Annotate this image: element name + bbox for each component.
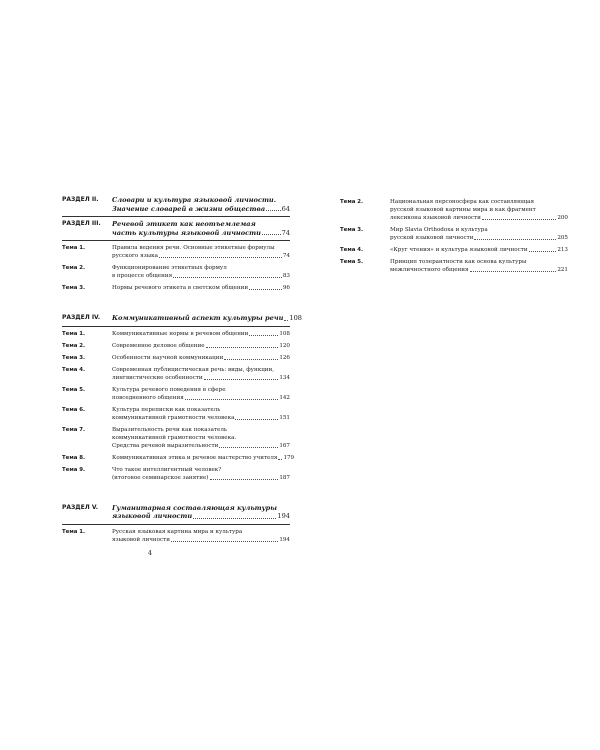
section-gap <box>62 296 290 314</box>
title-text: Современное деловое общение <box>112 342 205 349</box>
toc-entry <box>62 354 290 362</box>
dot-leader <box>470 266 557 272</box>
title-line <box>112 536 290 544</box>
title-line <box>112 252 290 260</box>
toc-section <box>62 314 302 327</box>
page-ref: 108 <box>289 314 302 322</box>
dot-leader <box>235 414 278 420</box>
title-text: Коммуникативный аспект культуры речи <box>112 314 284 322</box>
dot-leader <box>159 252 282 258</box>
title-line <box>112 342 290 350</box>
title-line <box>390 206 568 214</box>
dot-leader <box>249 330 278 336</box>
page-ref: 205 <box>557 235 568 241</box>
entry-title <box>112 284 290 292</box>
topic-label: Тема 2. <box>62 265 86 271</box>
title-line <box>112 466 290 474</box>
title-text: повседневного общения <box>112 394 184 401</box>
page-ref: 74 <box>282 253 290 259</box>
toc-entry <box>62 454 295 462</box>
toc-entry <box>62 528 290 544</box>
topic-label: Тема 1. <box>62 330 86 337</box>
title-line <box>390 258 568 266</box>
page-ref: 200 <box>557 215 568 221</box>
topic-label: Тема 2. <box>340 199 364 205</box>
title-text: «Круг чтения» и культура языковой личности <box>390 247 528 253</box>
title-line <box>112 196 290 205</box>
page-ref: 167 <box>279 442 290 449</box>
title-text: коммуникативной грамотности человека. <box>112 434 237 441</box>
title-line <box>390 234 568 242</box>
right-page-toc <box>340 196 568 278</box>
title-line <box>112 394 290 402</box>
title-text: Русская языковая картина мира и культура <box>112 528 243 535</box>
topic-label: Тема 8. <box>62 454 86 461</box>
title-line <box>112 386 290 394</box>
title-text: часть культуры языковой личности <box>112 228 261 237</box>
toc-entry <box>62 330 290 338</box>
topic-label: Тема 3. <box>62 285 86 291</box>
entry-title <box>112 466 290 482</box>
title-line <box>390 246 568 254</box>
topic-label: Тема 9. <box>62 466 86 473</box>
dot-leader <box>173 272 282 278</box>
entry-title <box>112 314 302 323</box>
title-text: Выразительность речи как показатель <box>112 426 227 433</box>
toc-entry <box>62 342 290 350</box>
title-text: лингвистические особенности <box>112 374 203 381</box>
title-line <box>112 314 302 323</box>
page-ref: 187 <box>279 474 290 481</box>
title-text: языковой личности <box>112 536 170 543</box>
section-label: РАЗДЕЛ III. <box>62 220 101 227</box>
entry-title <box>112 528 290 544</box>
entry-title <box>390 246 568 254</box>
topic-label: Тема 4. <box>340 247 364 253</box>
title-text: Коммуникативные нормы в речевом общении <box>112 330 249 337</box>
title-line <box>112 512 290 521</box>
topic-label: Тема 6. <box>62 406 86 413</box>
section-label: РАЗДЕЛ IV. <box>62 314 101 321</box>
page-ref: 96 <box>282 285 290 291</box>
toc-section <box>62 504 290 525</box>
title-text: русского языка <box>112 253 158 259</box>
left-page-toc <box>62 196 302 548</box>
topic-label: Тема 1. <box>62 528 86 535</box>
topic-label: Тема 1. <box>62 245 86 251</box>
topic-label: Тема 5. <box>62 386 86 393</box>
topic-label: Тема 3. <box>340 227 364 233</box>
entry-title <box>390 226 568 242</box>
entry-title <box>390 198 568 222</box>
section-label: РАЗДЕЛ V. <box>62 503 98 511</box>
title-text: Значение словарей в жизни общества <box>112 204 266 213</box>
dot-leader <box>474 234 556 240</box>
entry-title <box>112 342 290 350</box>
entry-title <box>112 366 290 382</box>
title-text: Средства речевой выразительности <box>112 442 219 449</box>
page-ref: 179 <box>283 454 295 461</box>
title-text: языковой личности <box>112 512 193 520</box>
entry-title <box>112 504 290 521</box>
entry-title <box>112 354 290 362</box>
toc-entry <box>62 386 290 402</box>
toc-entry <box>62 244 290 260</box>
topic-label: Тема 4. <box>62 366 86 373</box>
title-line <box>112 414 290 422</box>
title-line <box>112 366 290 374</box>
topic-label: Тема 5. <box>340 259 364 265</box>
toc-entry <box>62 466 290 482</box>
section-label: РАЗДЕЛ II. <box>62 196 99 203</box>
entry-title <box>112 386 290 402</box>
title-line <box>112 426 290 434</box>
entry-title <box>112 264 290 280</box>
title-line <box>112 354 290 362</box>
topic-label: Тема 2. <box>62 342 86 349</box>
title-text: Что такое интеллигентный человек? <box>112 466 222 473</box>
title-text: Принцип толерантности как основа культуры <box>390 259 527 265</box>
dot-leader <box>210 474 279 480</box>
title-line <box>112 406 290 414</box>
toc-entry <box>62 264 290 280</box>
title-line <box>112 272 290 280</box>
title-line <box>112 528 290 536</box>
toc-entry <box>340 258 568 274</box>
toc-entry <box>62 406 290 422</box>
title-text: межличностного общения <box>390 267 469 273</box>
toc-entry <box>340 198 568 222</box>
entry-title <box>112 330 290 338</box>
entry-title <box>112 426 290 450</box>
dot-leader <box>482 214 556 220</box>
title-text: Культура речевого поведения в сфере <box>112 386 226 393</box>
dot-leader <box>266 205 280 212</box>
title-text: Современная публицистическая речь: виды, функции, <box>112 366 275 373</box>
title-text: Нормы речевого этикета в светском общении <box>112 285 249 291</box>
page-ref: 134 <box>279 374 290 381</box>
entry-title <box>390 258 568 274</box>
dot-leader <box>219 442 278 448</box>
title-text: русской языковой картины мира и как фрагмент <box>390 207 536 213</box>
dot-leader <box>249 284 282 290</box>
entry-title <box>112 406 290 422</box>
page-ref: 108 <box>279 330 290 337</box>
title-line <box>112 330 290 338</box>
toc-section <box>62 196 290 217</box>
toc-entry <box>62 366 290 382</box>
section-gap <box>62 486 290 504</box>
dot-leader <box>206 342 279 348</box>
toc-entry <box>340 246 568 254</box>
topic-label: Тема 7. <box>62 426 86 433</box>
toc-entry <box>340 226 568 242</box>
page-ref: 126 <box>279 354 290 361</box>
title-text: (итоговое семинарское занятие) <box>112 474 209 481</box>
page-ref: 151 <box>279 414 290 421</box>
dot-leader <box>204 374 279 380</box>
title-text: русской языковой личности <box>390 235 474 241</box>
title-line <box>112 504 290 513</box>
dot-leader <box>185 394 279 400</box>
toc-section <box>62 220 290 241</box>
title-text: в процессе общения <box>112 273 173 279</box>
entry-title <box>112 220 290 237</box>
entry-title <box>112 196 290 213</box>
page-ref: 83 <box>282 273 290 279</box>
title-line <box>112 284 290 292</box>
title-text: коммуникативной грамотности человека <box>112 414 235 421</box>
entry-title <box>112 454 294 462</box>
page-ref: 64 <box>281 204 290 213</box>
title-text: Культура переписки как показатель <box>112 406 221 413</box>
title-text: Правила ведения речи. Основные этикетные формулы <box>112 245 275 251</box>
dot-leader <box>284 314 288 321</box>
title-line <box>390 266 568 274</box>
title-line <box>112 442 290 450</box>
title-line <box>112 474 290 482</box>
title-line <box>390 214 568 222</box>
dot-leader <box>171 536 278 542</box>
title-text: Функционирование этикетных формул <box>112 265 227 271</box>
dot-leader <box>224 354 278 360</box>
page-number: 4 <box>147 549 153 557</box>
title-line <box>112 264 290 272</box>
title-line <box>112 374 290 382</box>
title-text: Словари и культура языковой личности. <box>112 196 277 204</box>
page-ref: 194 <box>277 512 290 520</box>
title-line <box>390 198 568 206</box>
toc-entry <box>62 426 290 450</box>
title-text: лексикона языковой личности <box>390 215 481 221</box>
topic-label: Тема 3. <box>62 354 86 361</box>
dot-leader <box>529 246 557 252</box>
title-text: Национальная персоносфера как составляющая <box>390 199 535 205</box>
title-line <box>112 454 294 462</box>
dot-leader <box>278 454 282 460</box>
title-text: Особенности научной коммуникации <box>112 354 224 361</box>
title-text: Гуманитарная составляющая культуры <box>112 503 277 512</box>
title-line <box>112 244 290 252</box>
dot-leader <box>262 229 281 236</box>
page-ref: 194 <box>279 536 290 543</box>
title-line <box>112 220 290 229</box>
title-text: Мир Slavia Orthodoxa и культура <box>390 227 488 233</box>
title-line <box>112 205 290 214</box>
title-text: Речевой этикет как неотъемлемая <box>112 220 256 228</box>
title-text: Коммуникативная этика и речевое мастерство учителя <box>112 454 278 461</box>
title-line <box>390 226 568 234</box>
dot-leader <box>193 512 276 519</box>
page-ref: 74 <box>281 228 290 237</box>
toc-entry <box>62 284 290 292</box>
title-line <box>112 229 290 238</box>
entry-title <box>112 244 290 260</box>
page-ref: 213 <box>557 247 568 253</box>
page-ref: 120 <box>279 342 290 349</box>
title-line <box>112 434 290 442</box>
page-ref: 142 <box>279 394 290 401</box>
page-ref: 221 <box>557 267 568 273</box>
